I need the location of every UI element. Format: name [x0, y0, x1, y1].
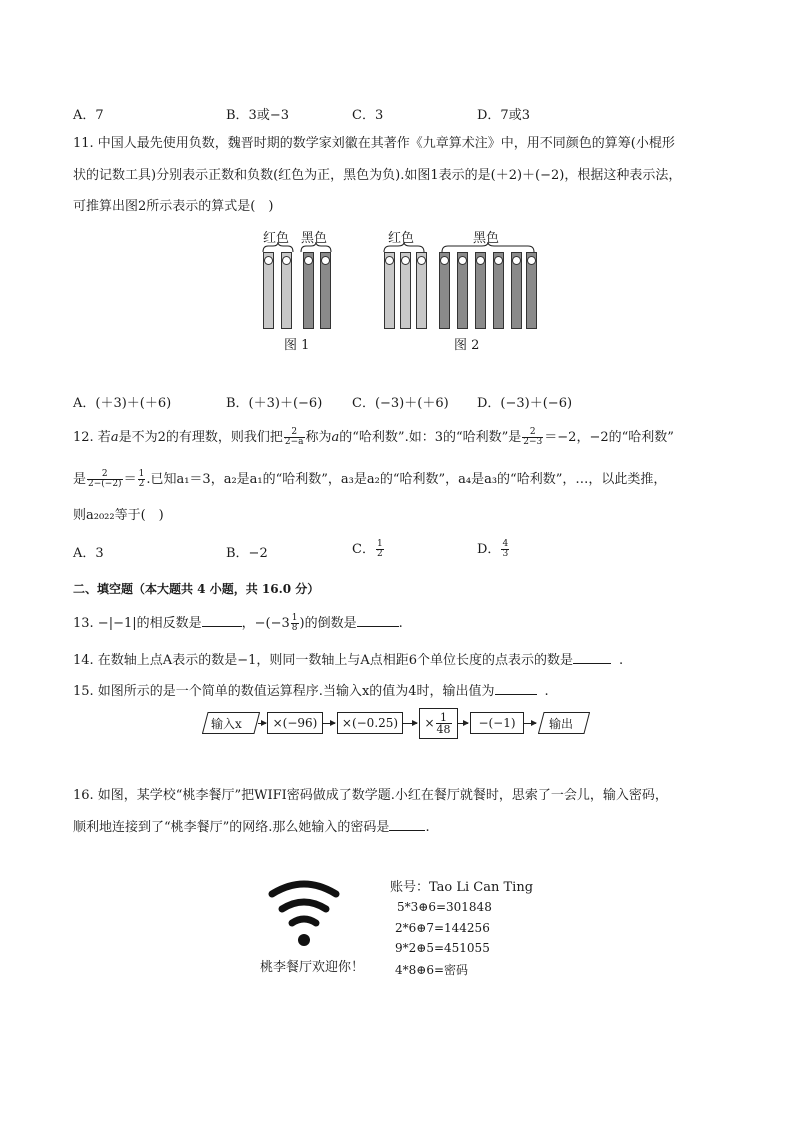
q12-line-1 [73, 428, 674, 447]
q16-text: . [425, 820, 430, 835]
rod-hole-icon [385, 256, 394, 265]
q16-line-2 [73, 818, 430, 837]
flow-input: 输入x [211, 717, 242, 731]
q12-text: 是 [73, 472, 87, 487]
wifi-icon [268, 880, 340, 950]
wifi-equation-3: 9*2⊕5=451055 [395, 941, 490, 955]
fig2-red-rod [384, 252, 395, 329]
q13-text: ，−(−3 [241, 616, 290, 631]
rod-hole-icon [401, 256, 410, 265]
wifi-equation-2: 2*6⊕7=144256 [395, 921, 490, 935]
rod-hole-icon [476, 256, 485, 265]
fig1-red-rod [281, 252, 292, 329]
wifi-welcome-text: 桃李餐厅欢迎你！ [260, 960, 365, 975]
q12-text: ＝ [123, 472, 137, 487]
q14-text: 14. 在数轴上点A表示的数是−1，则同一数轴上与A点相距6个单位长度的点表示的数是 [73, 653, 574, 668]
q11-option-d: D．(−3)＋(−6) [477, 396, 573, 411]
fig2-black-rod [457, 252, 468, 329]
flow-step-1: ×(−96) [267, 712, 323, 734]
flow-arrow-icon [323, 723, 335, 724]
fig2-red-rod [400, 252, 411, 329]
wifi-equation-4: 4*8⊕6=密码 [395, 963, 469, 977]
fig2-braces [380, 224, 550, 254]
q13-answer-blank-2[interactable] [357, 614, 399, 627]
q12-text: .已知a₁＝3，a₂是a₁的“哈利数”，a₃是a₂的“哈利数”，a₄是a₃的“哈利数”，…，以此类推， [146, 472, 667, 487]
q11-option-c: C．(−3)＋(＋6) [352, 396, 449, 411]
q11-line-2: 状的记数工具)分别表示正数和负数(红色为正，黑色为负).如图1表示的是(＋2)＋(−2)，根据这种表示法， [73, 168, 682, 183]
fig2-caption: 图 2 [454, 338, 480, 353]
q10-option-a: A．7 [73, 108, 104, 123]
q15-answer-blank[interactable] [495, 682, 537, 695]
fig2-red-rod [416, 252, 427, 329]
q12-text: 的“哈利数”.如：3的“哈利数”是 [339, 430, 522, 445]
q11-line-3: 可推算出图2所示表示的算式是( ) [73, 199, 274, 214]
q13-text: 13. −|−1|的相反数是 [73, 616, 202, 631]
flow-arrow-icon [524, 723, 536, 724]
fig2-black-rod [526, 252, 537, 329]
fig2-black-label: 黑色 [473, 231, 500, 246]
q13-fraction: $\frac{1}{8}$ [291, 613, 298, 633]
rod-hole-icon [512, 256, 521, 265]
wifi-equation-1: 5*3⊕6=301848 [397, 900, 492, 914]
q12-option-a: A．3 [73, 546, 104, 561]
fig1-braces [258, 224, 338, 254]
flow-arrow-icon [458, 723, 468, 724]
q13-text: . [398, 616, 403, 631]
flow-output: 输出 [549, 717, 574, 731]
q12-fraction: $\frac{2}{2-3}$ [523, 427, 543, 447]
q12-fraction: $\frac{2}{2-a}$ [284, 427, 304, 447]
rod-hole-icon [458, 256, 467, 265]
q14-text: . [619, 653, 624, 668]
q12-var-a: a [331, 430, 340, 445]
q11-option-b: B．(＋3)＋(−6) [226, 396, 323, 411]
rod-hole-icon [527, 256, 536, 265]
q15-line [73, 682, 549, 701]
q11-line-1: 11. 中国人最先使用负数，魏晋时期的数学家刘徽在其著作《九章算术注》中，用不同颜色的算筹(小棍形 [73, 136, 675, 151]
q14-answer-blank[interactable] [573, 651, 611, 664]
section-heading: 二、填空题（本大题共 4 小题，共 16.0 分） [73, 582, 320, 596]
fig2-black-rod [475, 252, 486, 329]
fig1-red-label: 红色 [263, 231, 290, 246]
q15-text: 15. 如图所示的是一个简单的数值运算程序.当输入x的值为4时，输出值为 [73, 684, 495, 699]
q12-option-d: D． $\frac{4}{3}$ [477, 539, 509, 559]
flow-arrow-icon [258, 723, 266, 724]
rod-hole-icon [494, 256, 503, 265]
q12-text: ＝−2，−2的“哈利数” [544, 430, 674, 445]
q16-line-1: 16. 如图，某学校“桃李餐厅”把WIFI密码做成了数学题.小红在餐厅就餐时，思索了一会儿，输入密码， [73, 788, 668, 803]
flow-arrow-icon [403, 723, 417, 724]
fig1-caption: 图 1 [284, 338, 310, 353]
q13-answer-blank-1[interactable] [202, 614, 242, 627]
q12-text: 12. 若 [73, 430, 111, 445]
q10-option-b: B．3或−3 [226, 108, 289, 123]
fig1-black-rod [303, 252, 314, 329]
flow-step-2: ×(−0.25) [337, 712, 403, 734]
q12-fraction: $\frac{2}{2-(-2)}$ [88, 469, 122, 489]
q12-fraction: $\frac{1}{2}$ [138, 469, 145, 489]
q10-option-d: D．7或3 [477, 108, 530, 123]
rod-hole-icon [264, 256, 273, 265]
q14-line [73, 651, 623, 670]
rod-hole-icon [321, 256, 330, 265]
rod-hole-icon [417, 256, 426, 265]
q12-line-3: 则a₂₀₂₂等于( ) [73, 508, 164, 523]
q12-line-2 [73, 470, 666, 489]
fig2-black-rod [493, 252, 504, 329]
q11-option-a: A．(＋3)＋(＋6) [73, 396, 172, 411]
q15-flowchart [202, 712, 592, 740]
rod-hole-icon [282, 256, 291, 265]
q16-answer-blank[interactable] [389, 818, 425, 831]
q13-line [73, 614, 403, 633]
rod-hole-icon [440, 256, 449, 265]
flow-step-4: −(−1) [470, 712, 524, 734]
rod-hole-icon [304, 256, 313, 265]
q12-option-b: B．−2 [226, 546, 268, 561]
fig1-black-rod [320, 252, 331, 329]
q16-text: 顺利地连接到了“桃李餐厅”的网络.那么她输入的密码是 [73, 820, 390, 835]
q12-text: 称为 [305, 430, 332, 445]
fig2-black-rod [511, 252, 522, 329]
q13-text: )的倒数是 [299, 616, 357, 631]
fig1-black-label: 黑色 [301, 231, 328, 246]
wifi-account: 账号：Tao Li Can Ting [390, 880, 534, 895]
figure-2 [380, 224, 550, 354]
q12-var-a: a [110, 430, 119, 445]
fig2-red-label: 红色 [388, 231, 415, 246]
fig2-black-rod [439, 252, 450, 329]
q10-option-c: C．3 [352, 108, 384, 123]
q12-option-c: C． $\frac{1}{2}$ [352, 539, 383, 559]
figure-1 [258, 224, 338, 354]
q12-text: 是不为2的有理数，则我们把 [118, 430, 283, 445]
flow-step-3: × $\frac{1}{48}$ [419, 708, 458, 739]
fig1-red-rod [263, 252, 274, 329]
q15-text: . [544, 684, 549, 699]
